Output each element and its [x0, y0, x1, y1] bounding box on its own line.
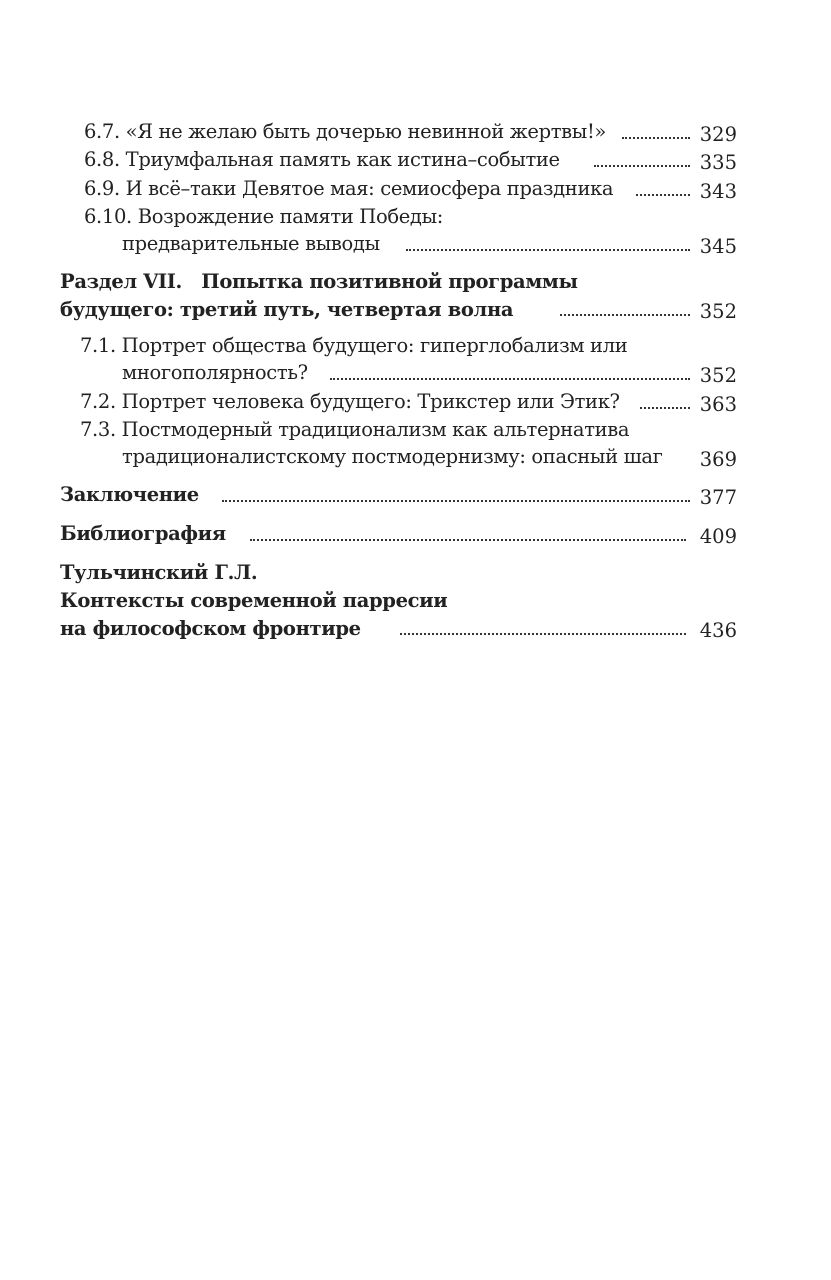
section-title-line1: Раздел VII. Попытка позитивной программы — [60, 270, 578, 293]
toc-entry-title-line2: многополярность? — [122, 361, 308, 384]
toc-page-number: 377 — [699, 486, 737, 509]
toc-entry-title-line2: предварительные выводы — [122, 232, 380, 255]
toc-page-number: 363 — [699, 393, 737, 416]
section-title-line2: будущего: третий путь, четвертая волна — [60, 298, 514, 321]
toc-entry-title: 7.2. Портрет человека будущего: Трикстер или Этик? — [80, 390, 620, 413]
toc-entry-title-line1: Тульчинский Г.Л. — [60, 561, 258, 584]
dot-leader — [222, 500, 690, 502]
dot-leader — [640, 407, 690, 409]
dot-leader — [560, 314, 690, 316]
toc-page-number: 343 — [699, 180, 737, 203]
dot-leader — [622, 137, 690, 139]
toc-entry-title: 6.9. И всё–таки Девятое мая: семиосфера праздника — [84, 177, 614, 200]
dot-leader — [406, 249, 690, 251]
dot-leader — [250, 539, 686, 541]
toc-entry-title: 6.8. Триумфальная память как истина–событие — [84, 148, 560, 171]
toc-page-number: 409 — [699, 525, 737, 548]
toc-page-number: 335 — [699, 151, 737, 174]
dot-leader — [330, 378, 690, 380]
toc-page-number: 345 — [699, 235, 737, 258]
toc-page-number: 329 — [699, 123, 737, 146]
toc-entry-title-line3: на философском фронтире — [60, 617, 361, 640]
toc-page-number: 436 — [699, 619, 737, 642]
dot-leader — [400, 633, 686, 635]
toc-entry-title: Библиография — [60, 522, 226, 545]
toc-entry-title: Заключение — [60, 483, 199, 506]
dot-leader — [636, 194, 690, 196]
toc-page-number: 352 — [699, 300, 737, 323]
toc-page-number: 369 — [699, 448, 737, 471]
toc-entry-title-line2: Контексты современной парресии — [60, 589, 448, 612]
toc-entry-title-line1: 6.10. Возрождение памяти Победы: — [84, 205, 443, 228]
dot-leader — [594, 165, 690, 167]
toc-entry-title: 6.7. «Я не желаю быть дочерью невинной жертвы!» — [84, 120, 607, 143]
toc-page-number: 352 — [699, 364, 737, 387]
toc-entry-title-line2: традиционалистскому постмодернизму: опасный шаг — [122, 445, 663, 468]
toc-entry-title-line1: 7.1. Портрет общества будущего: гиперглобализм или — [80, 334, 628, 357]
toc-entry-title-line1: 7.3. Постмодерный традиционализм как альтернатива — [80, 418, 630, 441]
